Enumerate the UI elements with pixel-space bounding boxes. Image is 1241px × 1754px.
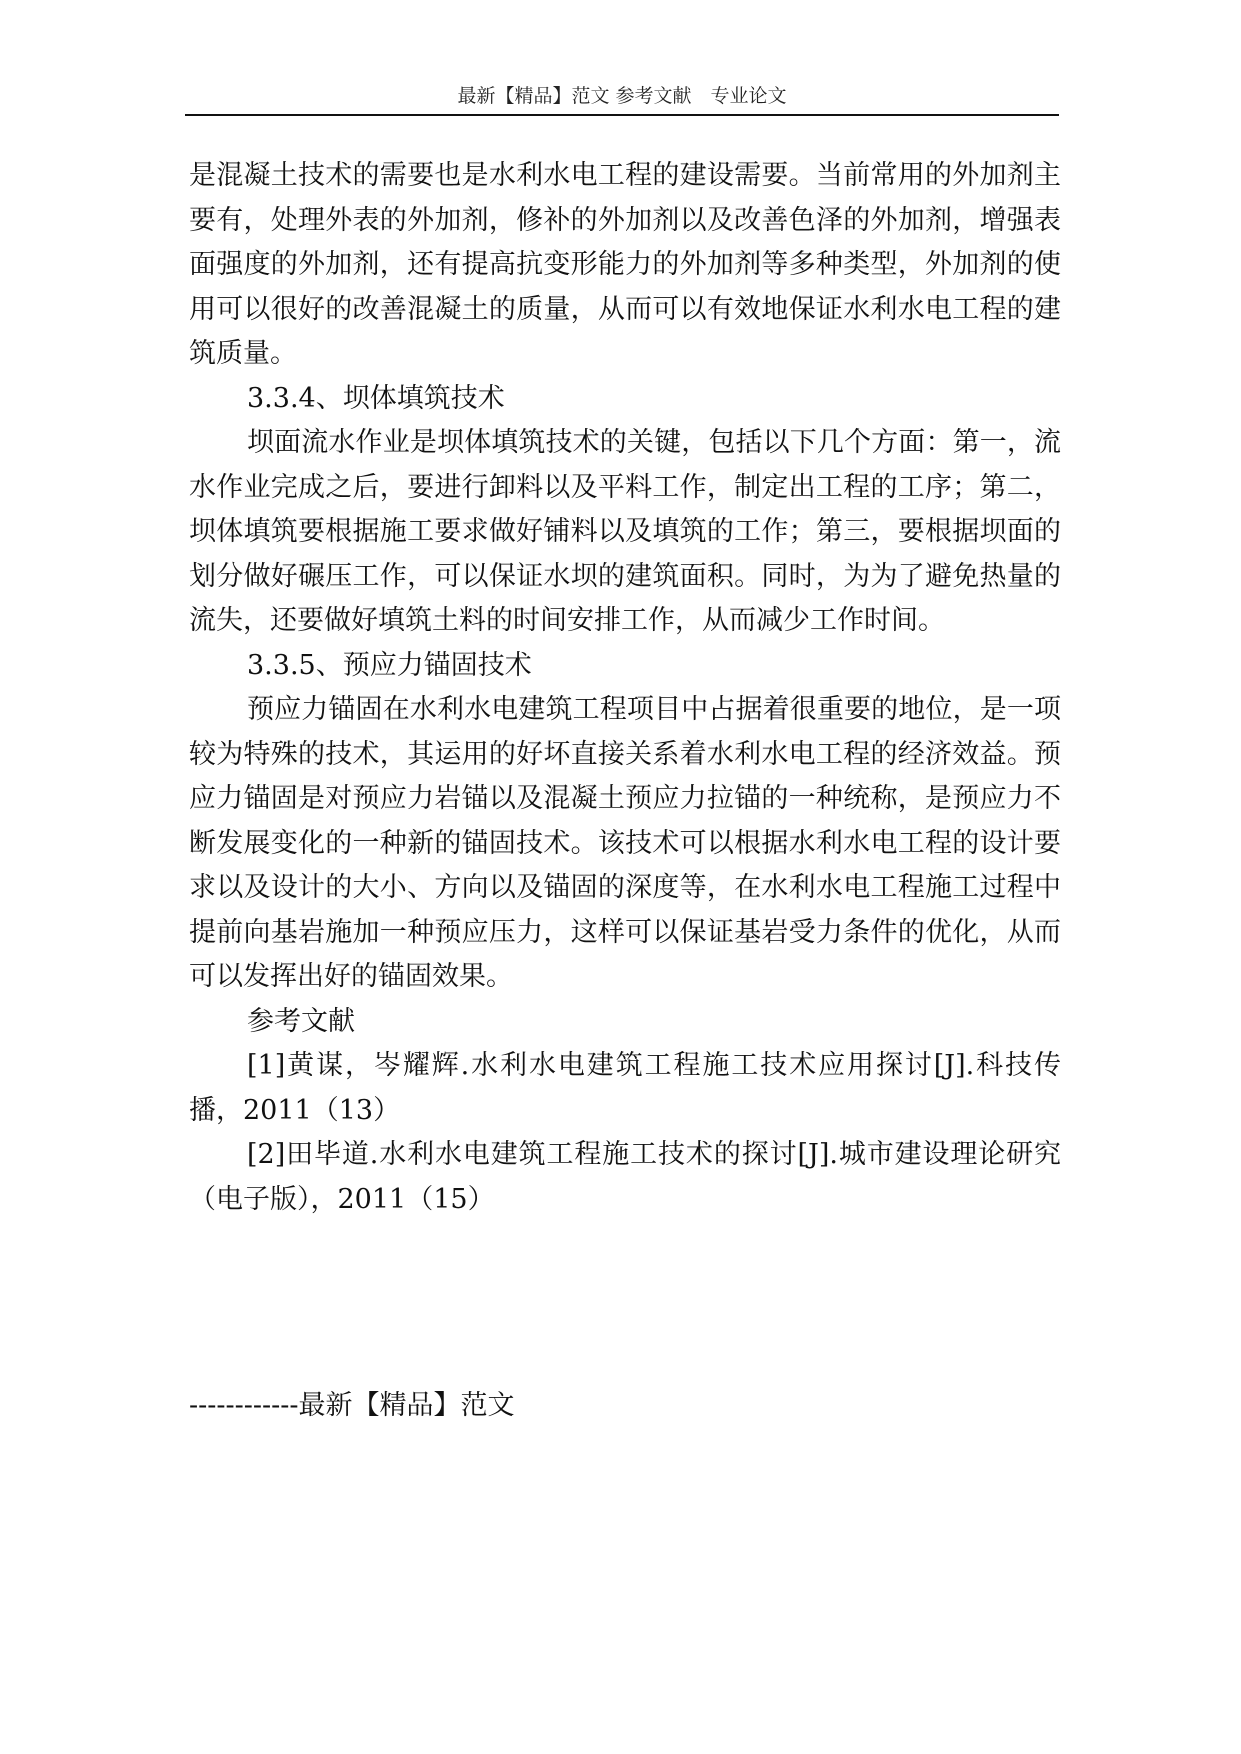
references-heading: 参考文献 bbox=[247, 1005, 355, 1037]
paragraph-dam-filling: 坝面流水作业是坝体填筑技术的关键，包括以下几个方面：第一，流水作业完成之后，要进行卸料以及平料工作，制定出工程的工序；第二，坝体填筑要根据施工要求做好铺料以及填筑的工作；第三，要根据坝面的划分做好碾压工作，可以保证水坝的建筑面积。同时，为为了避免热量的流失，还要做好填筑土料的时间安排工作，从而减少工作时间。 bbox=[189, 427, 1061, 636]
paragraph-additives: 是混凝土技术的需要也是水利水电工程的建设需要。当前常用的外加剂主要有，处理外表的外加剂，修补的外加剂以及改善色泽的外加剂，增强表面强度的外加剂，还有提高抗变形能力的外加剂等多种类型，外加剂的使用可以很好的改善混凝土的质量，从而可以有效地保证水利水电工程的建筑质量。 bbox=[189, 160, 1061, 369]
section-heading-dam-filling: 3.3.4、坝体填筑技术 bbox=[247, 382, 505, 414]
document-body bbox=[189, 154, 1061, 1222]
page-footer: ------------最新【精品】范文 bbox=[189, 1390, 515, 1421]
page-header: 最新【精品】范文 参考文献 专业论文 bbox=[457, 85, 787, 107]
section-heading-prestressed-anchoring: 3.3.5、预应力锚固技术 bbox=[247, 649, 532, 681]
paragraph-prestressed-anchoring: 预应力锚固在水利水电建筑工程项目中占据着很重要的地位，是一项较为特殊的技术，其运用的好坏直接关系着水利水电工程的经济效益。预应力锚固是对预应力岩锚以及混凝土预应力拉锚的一种统称，是预应力不断发展变化的一种新的锚固技术。该技术可以根据水利水电工程的设计要求以及设计的大小、方向以及锚固的深度等，在水利水电工程施工过程中提前向基岩施加一种预应压力，这样可以保证基岩受力条件的优化，从而可以发挥出好的锚固效果。 bbox=[189, 694, 1061, 992]
header-rule bbox=[185, 114, 1059, 116]
reference-item-2: [2]田毕道.水利水电建筑工程施工技术的探讨[J].城市建设理论研究（电子版），2011（15） bbox=[189, 1139, 1061, 1215]
reference-item-1: [1]黄谋，岑耀辉.水利水电建筑工程施工技术应用探讨[J].科技传播，2011（13） bbox=[189, 1050, 1061, 1126]
